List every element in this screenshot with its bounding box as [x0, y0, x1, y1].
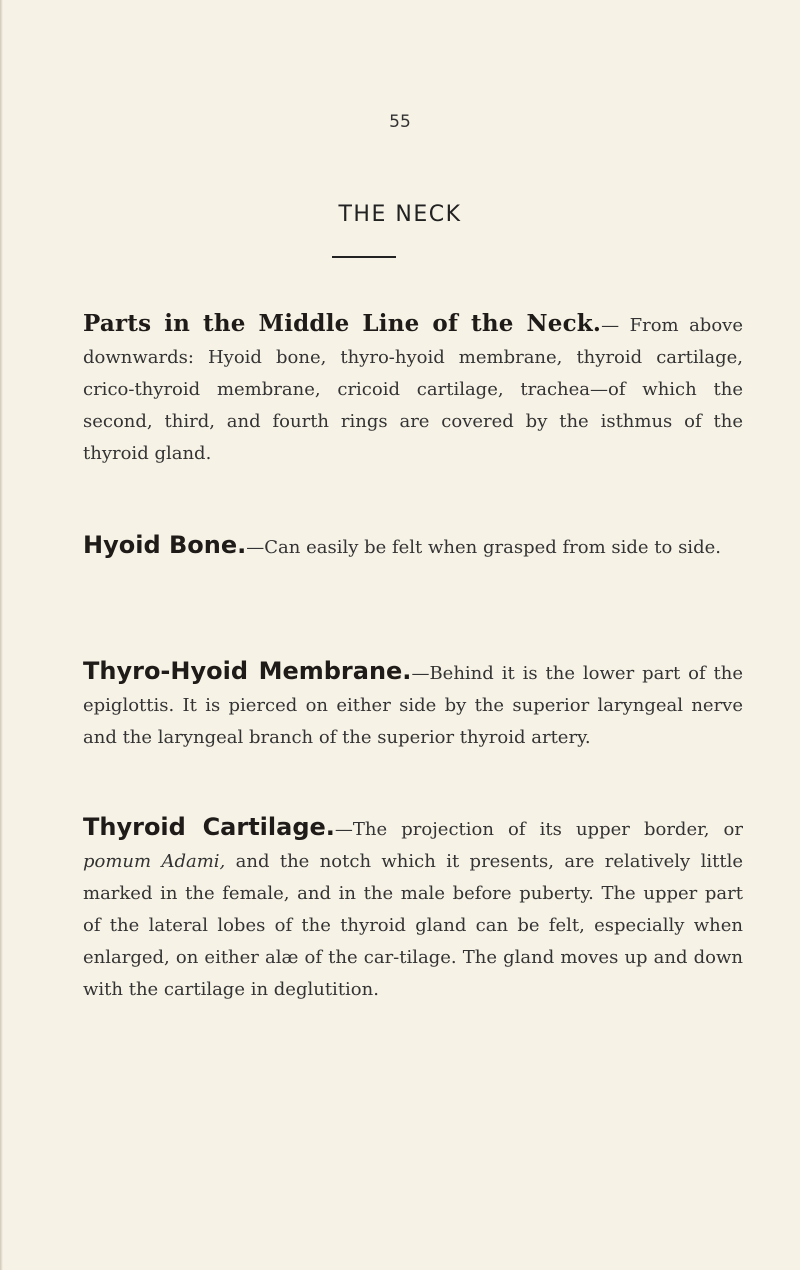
heading-dash: — [601, 315, 620, 336]
title-rule [332, 256, 396, 258]
page-number: 55 [389, 112, 411, 132]
heading-dash: — [411, 663, 430, 684]
section-heading: Hyoid Bone. [83, 531, 247, 559]
section-thyroid-cartilage [83, 811, 743, 1006]
section-body: Can easily be felt when grasped from side to side. [264, 537, 721, 558]
section-hyoid-bone [83, 529, 743, 564]
page-edge-shadow [0, 0, 3, 1270]
section-body-start: The projection of its upper border, or [352, 819, 743, 840]
chapter-title: THE NECK [338, 202, 462, 227]
italic-term: pomum Adami, [83, 851, 226, 872]
section-heading: Thyroid Cartilage. [83, 813, 335, 841]
section-thyro-hyoid-membrane [83, 655, 743, 754]
section-heading: Thyro-Hyoid Membrane. [83, 657, 412, 685]
section-parts-middle-line [83, 308, 743, 470]
heading-dash: — [334, 819, 353, 840]
section-body: From above downwards: Hyoid bone, thyro-hyoid membrane, thyroid cartilage, crico-thyroid membrane, cricoid cartilage, trachea—of which the second, third, and fourth rings are covered by the isthmus of the thyroid gland. [83, 315, 743, 464]
heading-dash: — [246, 537, 265, 558]
section-body-end: and the notch which it presents, are relatively little marked in the female, and in the male before puberty. The upper part of the lateral lobes of the thyroid gland can be felt, especially when enlarged, on either alæ of the car-tilage. The gland moves up and down with the cartilage in deglutition. [83, 851, 743, 1000]
section-heading: Parts in the Middle Line of the Neck. [83, 310, 602, 337]
section-body: Behind it is the lower part of the epiglottis. It is pierced on either side by the superior laryngeal nerve and the laryngeal branch of the superior thyroid artery. [83, 663, 744, 748]
